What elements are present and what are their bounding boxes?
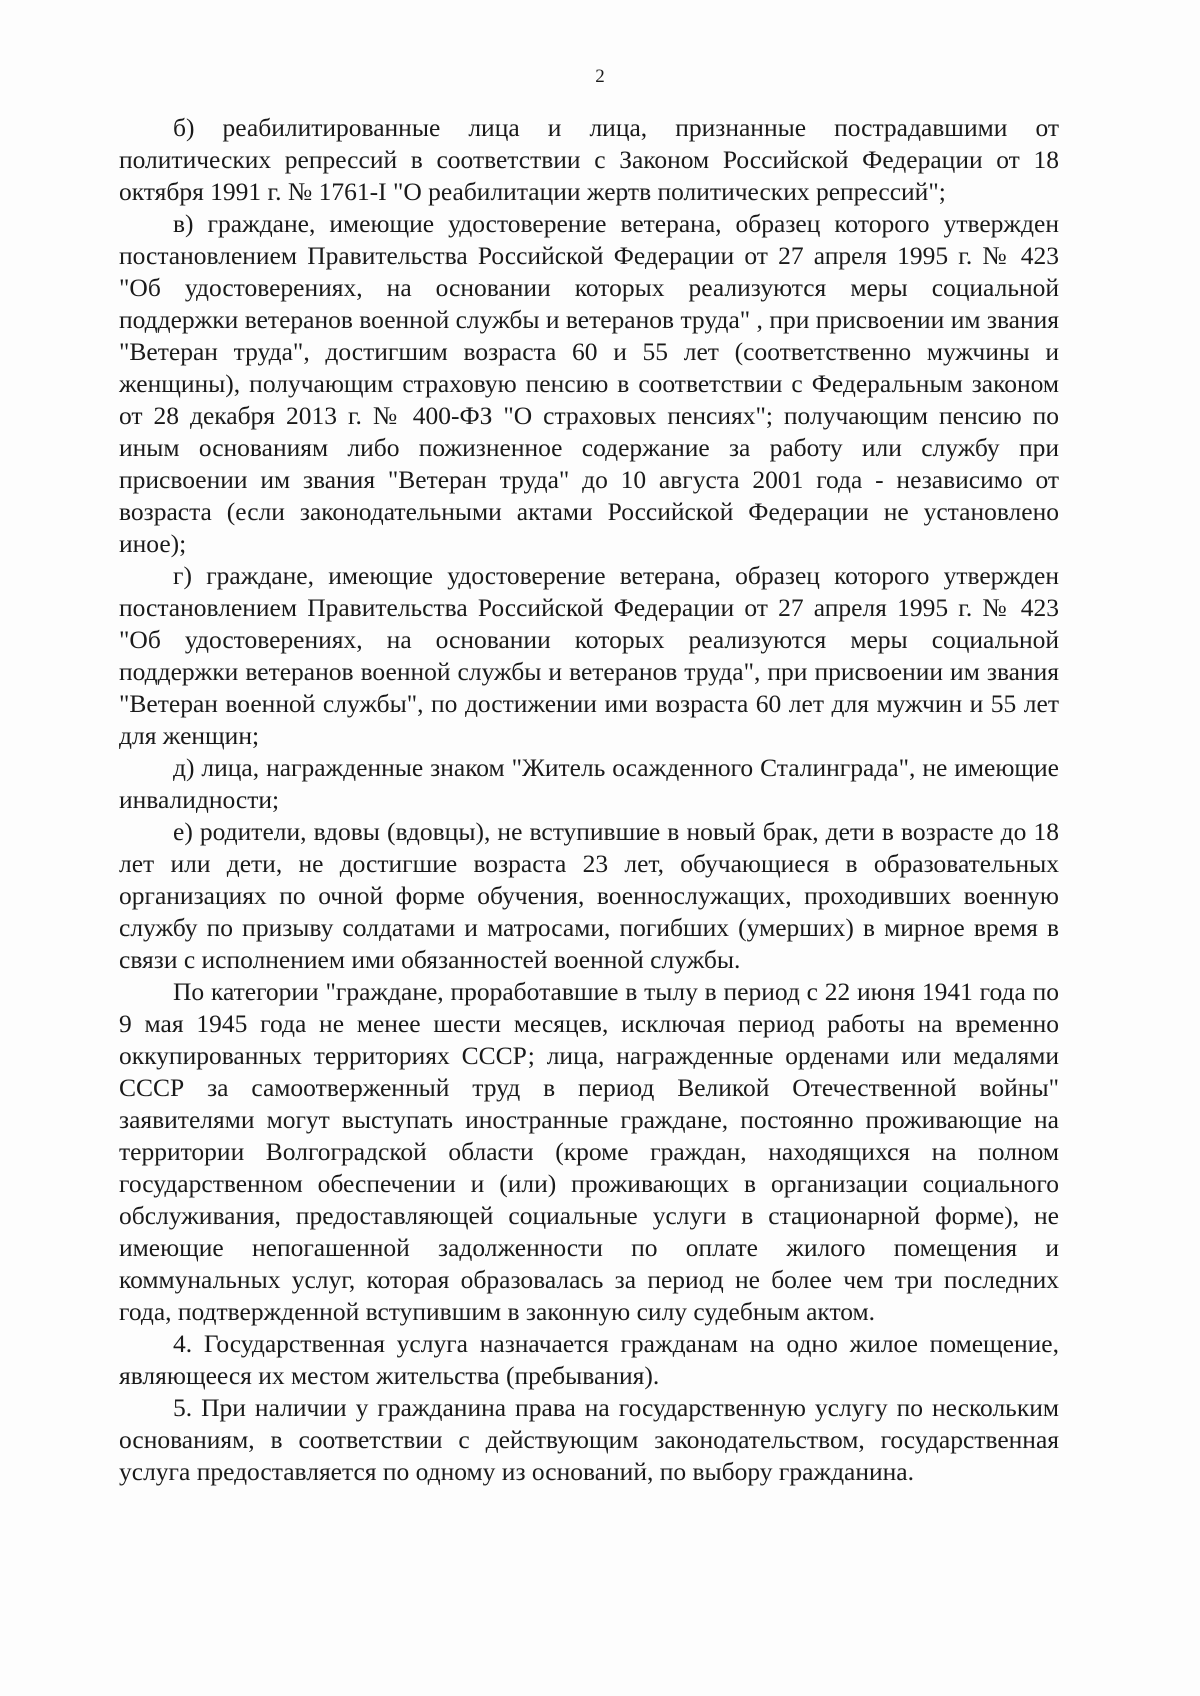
paragraph-home-front-workers: По категории "граждане, проработавшие в тылу в период с 22 июня 1941 года по 9 мая 1945 года не менее шести месяцев, исключая период работы на временно оккупированных территориях СССР; лица, награжденные орденами или медалями СССР за самоотверженный труд в период Великой Отечественной войны" заявителями могут выступать иностранные граждане, постоянно проживающие на территории Волгоградской области (кроме граждан, находящихся на полном государственном обеспечении и (или) проживающих в организации социального обслуживания, предоставляющей социальные услуги в стационарной форме), не имеющие непогашенной задолженности по оплате жилого помещения и коммунальных услуг, которая образовалась за период не более чем три последних года, подтвержденной вступившим в законную силу судебным актом.: [119, 977, 1059, 1326]
paragraph-g-military-veterans: г) граждане, имеющие удостоверение ветерана, образец которого утвержден постановлением Правительства Российской Федерации от 27 апреля 1995 г. № 423 "Об удостоверениях, на основании которых реализуются меры социальной поддержки ветеранов военной службы и ветеранов труда", при присвоении им звания "Ветеран военной службы", по достижении ими возраста 60 лет для мужчин и 55 лет для женщин;: [119, 561, 1059, 750]
paragraph-e-military-families: е) родители, вдовы (вдовцы), не вступившие в новый брак, дети в возрасте до 18 лет или дети, не достигшие возраста 23 лет, обучающиеся в образовательных организациях по очной форме обучения, военнослужащих, проходивших военную службу по призыву солдатами и матросами, погибших (умерших) в мирное время в связи с исполнением ими обязанностей военной службы.: [119, 817, 1059, 974]
page-number: 2: [595, 66, 605, 87]
paragraph-b-rehabilitated: б) реабилитированные лица и лица, признанные пострадавшими от политических репрессий в соответствии с Законом Российской Федерации от 18 октября 1991 г. № 1761-I "О реабилитации жертв политических репрессий";: [119, 113, 1059, 206]
paragraph-d-stalingrad-residents: д) лица, награжденные знаком "Житель осажденного Сталинграда", не имеющие инвалидности;: [119, 753, 1059, 814]
document-body: [119, 112, 1059, 1488]
paragraph-5-multiple-grounds: 5. При наличии у гражданина права на государственную услугу по нескольким основаниям, в соответствии с действующим законодательством, государственная услуга предоставляется по одному из оснований, по выбору гражданина.: [119, 1393, 1059, 1486]
paragraph-4-single-dwelling: 4. Государственная услуга назначается гражданам на одно жилое помещение, являющееся их местом жительства (пребывания).: [119, 1329, 1059, 1390]
paragraph-v-labor-veterans: в) граждане, имеющие удостоверение ветерана, образец которого утвержден постановлением Правительства Российской Федерации от 27 апреля 1995 г. № 423 "Об удостоверениях, на основании которых реализуются меры социальной поддержки ветеранов военной службы и ветеранов труда" , при присвоении им звания "Ветеран труда", достигшим возраста 60 и 55 лет (соответственно мужчины и женщины), получающим страховую пенсию в соответствии с Федеральным законом от 28 декабря 2013 г. № 400-ФЗ "О страховых пенсиях"; получающим пенсию по иным основаниям либо пожизненное содержание за работу или службу при присвоении им звания "Ветеран труда" до 10 августа 2001 года - независимо от возраста (если законодательными актами Российской Федерации не установлено иное);: [119, 209, 1059, 558]
